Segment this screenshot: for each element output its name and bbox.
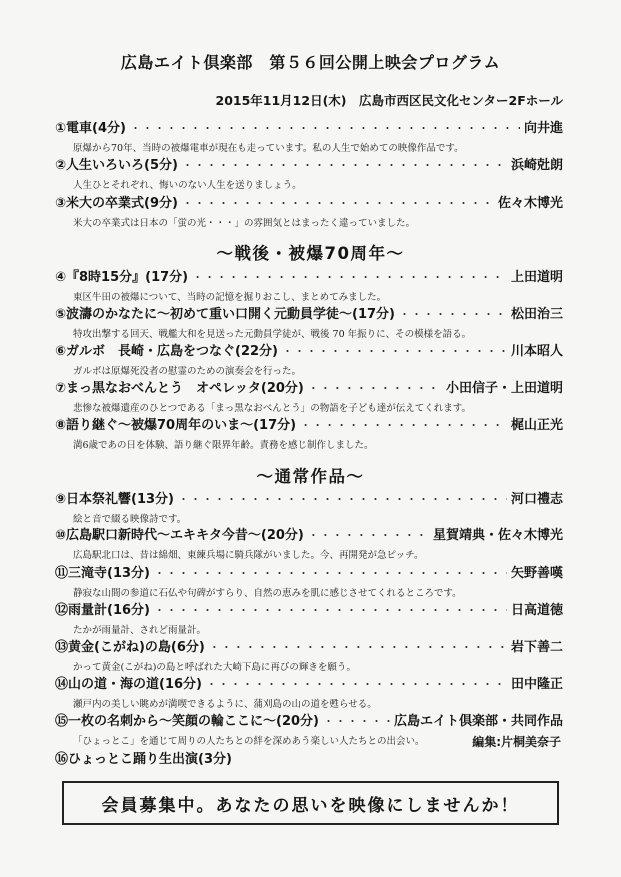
item-description: 悲惨な被爆遺産のひとつである「まっ黒なおべんとう」の物語を子ども達が伝えてくれます。 bbox=[73, 403, 472, 414]
program-item bbox=[55, 599, 563, 636]
program-item bbox=[55, 266, 563, 303]
item-title: 語り継ぐ～被爆70周年のいま～(17分) bbox=[66, 418, 297, 433]
item-description: 原爆から70年、当時の被爆電車が現在も走っています。私の人生で始めての映像作品です。 bbox=[73, 143, 464, 154]
program-item bbox=[55, 340, 563, 377]
program-item bbox=[55, 303, 563, 340]
leader-dots bbox=[154, 565, 507, 581]
program-item bbox=[55, 488, 563, 525]
item-title: 広島駅口新時代～エキキタ今昔～(20分) bbox=[66, 528, 304, 543]
item-number: ④ bbox=[55, 270, 67, 285]
item-author: 浜崎兙朗 bbox=[510, 158, 563, 173]
item-title: 米大の卒業式(9分) bbox=[66, 196, 178, 211]
item-number: ⑧ bbox=[55, 418, 67, 433]
item-number: ⑨ bbox=[55, 492, 67, 507]
item-title: 黄金(こがね)の島(6分) bbox=[68, 640, 205, 655]
item-description: ガルボは原爆死没者の慰霊のための演奏会を行った。 bbox=[73, 366, 302, 377]
program-item bbox=[55, 414, 563, 451]
item-title: 日本祭礼響(13分) bbox=[66, 492, 174, 507]
item-title: 雨量計(16分) bbox=[68, 603, 150, 618]
item-number: ⑮ bbox=[55, 714, 69, 729]
program-item bbox=[55, 710, 563, 750]
item-description: 静寂な山間の参道に石仏や句碑がすらり、自然の恵みを肌に感じさせてくれるところです。 bbox=[73, 588, 462, 599]
leader-dots bbox=[300, 417, 507, 433]
item-description: 特攻出撃する回天、戦艦大和を見送った元動員学徒が、戦後 70 年振りに、その模様を語る。 bbox=[73, 329, 472, 340]
member-recruitment-banner: 会員募集中。あなたの思いを映像にしませんか！ bbox=[62, 781, 559, 825]
leader-dots bbox=[192, 269, 507, 285]
leader-dots bbox=[323, 713, 390, 729]
program-title: 広島エイト倶楽部 第５６回公開上映会プログラム bbox=[120, 53, 501, 72]
item-title: 『8時15分』(17分) bbox=[66, 270, 189, 285]
item-number: ③ bbox=[55, 196, 67, 211]
item-description: 満6歳であの日を体験、語り継ぐ限界年齢。責務を感じ制作しました。 bbox=[73, 440, 374, 451]
item-author: 向井進 bbox=[523, 121, 563, 136]
item-number: ⑪ bbox=[55, 566, 69, 581]
item-editor-credit: 編集:片桐美奈子 bbox=[472, 735, 561, 749]
leader-dots bbox=[130, 120, 520, 136]
item-description: かって黄金(こがね)の島と呼ばれた大崎下島に再びの輝きを願う。 bbox=[73, 662, 356, 673]
item-title: 人生いろいろ(5分) bbox=[66, 158, 178, 173]
item-author: 梶山正光 bbox=[510, 418, 563, 433]
leader-dots bbox=[399, 306, 507, 322]
item-number: ⑯ bbox=[55, 752, 69, 767]
item-description: 広島駅北口は、昔は綿畑、東練兵場に騎兵隊がいました。今、再開発が急ピッチ。 bbox=[73, 550, 424, 561]
item-title: 電車(4分) bbox=[66, 121, 126, 136]
leader-dots bbox=[308, 380, 442, 396]
leader-dots bbox=[182, 157, 507, 173]
item-number: ⑤ bbox=[55, 307, 67, 322]
item-number: ⑥ bbox=[55, 344, 67, 359]
item-title: ひょっとこ踊り生出演(3分) bbox=[68, 752, 232, 767]
item-description: 絵と音で綴る映像詩です。 bbox=[73, 514, 187, 525]
item-title: 三滝寺(13分) bbox=[68, 566, 150, 581]
program-item bbox=[55, 117, 563, 154]
program-item bbox=[55, 673, 563, 710]
program-item bbox=[55, 748, 563, 767]
item-title: 一枚の名刺から～笑顔の輪ここに～(20分) bbox=[68, 714, 319, 729]
leader-dots bbox=[182, 195, 494, 211]
event-date-venue: 2015年11月12日(木) 広島市西区民文化センター2Fホール bbox=[215, 93, 563, 108]
program-item bbox=[55, 636, 563, 673]
item-title: 山の道・海の道(16分) bbox=[68, 677, 202, 692]
item-author: 上田道明 bbox=[510, 270, 563, 285]
item-author: 星賀靖典・佐々木博光 bbox=[432, 528, 563, 543]
item-author: 河口禮志 bbox=[510, 492, 563, 507]
item-author: 広島エイト倶楽部・共同作品 bbox=[393, 714, 563, 729]
leader-dots bbox=[282, 343, 507, 359]
item-title: まっ黒なおべんとう オペレッタ(20分) bbox=[66, 381, 304, 396]
item-description: 米大の卒業式は日本の「蛍の光・・・」の雰囲気とはまったく違っていました。 bbox=[73, 218, 416, 229]
section-heading-postwar: ～戦後・被爆70周年～ bbox=[216, 244, 405, 263]
leader-dots bbox=[154, 602, 507, 618]
item-description: たかが雨量計、されど雨量計。 bbox=[73, 625, 207, 636]
item-author: 岩下善二 bbox=[510, 640, 563, 655]
item-author: 川本昭人 bbox=[510, 344, 563, 359]
item-number: ② bbox=[55, 158, 67, 173]
item-author: 矢野善嘆 bbox=[510, 566, 563, 581]
program-item bbox=[55, 524, 563, 561]
item-number: ⑦ bbox=[55, 381, 67, 396]
item-author: 田中隆正 bbox=[510, 677, 563, 692]
item-number: ① bbox=[55, 121, 67, 136]
item-description: 人生ひとそれぞれ、悔いのない人生を送りましょう。 bbox=[73, 180, 302, 191]
item-author: 佐々木博光 bbox=[497, 196, 563, 211]
program-item bbox=[55, 377, 563, 414]
item-title: ガルボ 長崎・広島をつなぐ(22分) bbox=[66, 344, 278, 359]
program-item bbox=[55, 192, 563, 229]
item-number: ⑭ bbox=[55, 677, 69, 692]
leader-dots bbox=[206, 676, 507, 692]
item-description: 東区牛田の被爆について、当時の記憶を掘りおこし、まとめてみました。 bbox=[73, 292, 387, 303]
item-number: ⑬ bbox=[55, 640, 69, 655]
program-item bbox=[55, 154, 563, 191]
item-author: 日高道徳 bbox=[510, 603, 563, 618]
item-description: 瀬戸内の美しい眺めが満喫できるように、蒲刈島の山の道を甦らせる。 bbox=[73, 699, 377, 710]
item-title: 波濤のかなたに～初めて重い口開く元動員学徒～(17分) bbox=[66, 307, 395, 322]
leader-dots bbox=[308, 527, 429, 543]
item-description: 「ひょっとこ」を通じて周りの人たちとの絆を深めあう楽しい人たちとの出会い。 bbox=[73, 736, 425, 747]
item-number: ⑫ bbox=[55, 603, 69, 618]
item-author: 松田治三 bbox=[510, 307, 563, 322]
item-author: 小田信子・上田道明 bbox=[445, 381, 563, 396]
leader-dots bbox=[209, 639, 507, 655]
item-number: ⑩ bbox=[55, 528, 67, 543]
section-heading-regular: ～通常作品～ bbox=[256, 467, 365, 486]
leader-dots bbox=[178, 491, 507, 507]
program-item bbox=[55, 562, 563, 599]
